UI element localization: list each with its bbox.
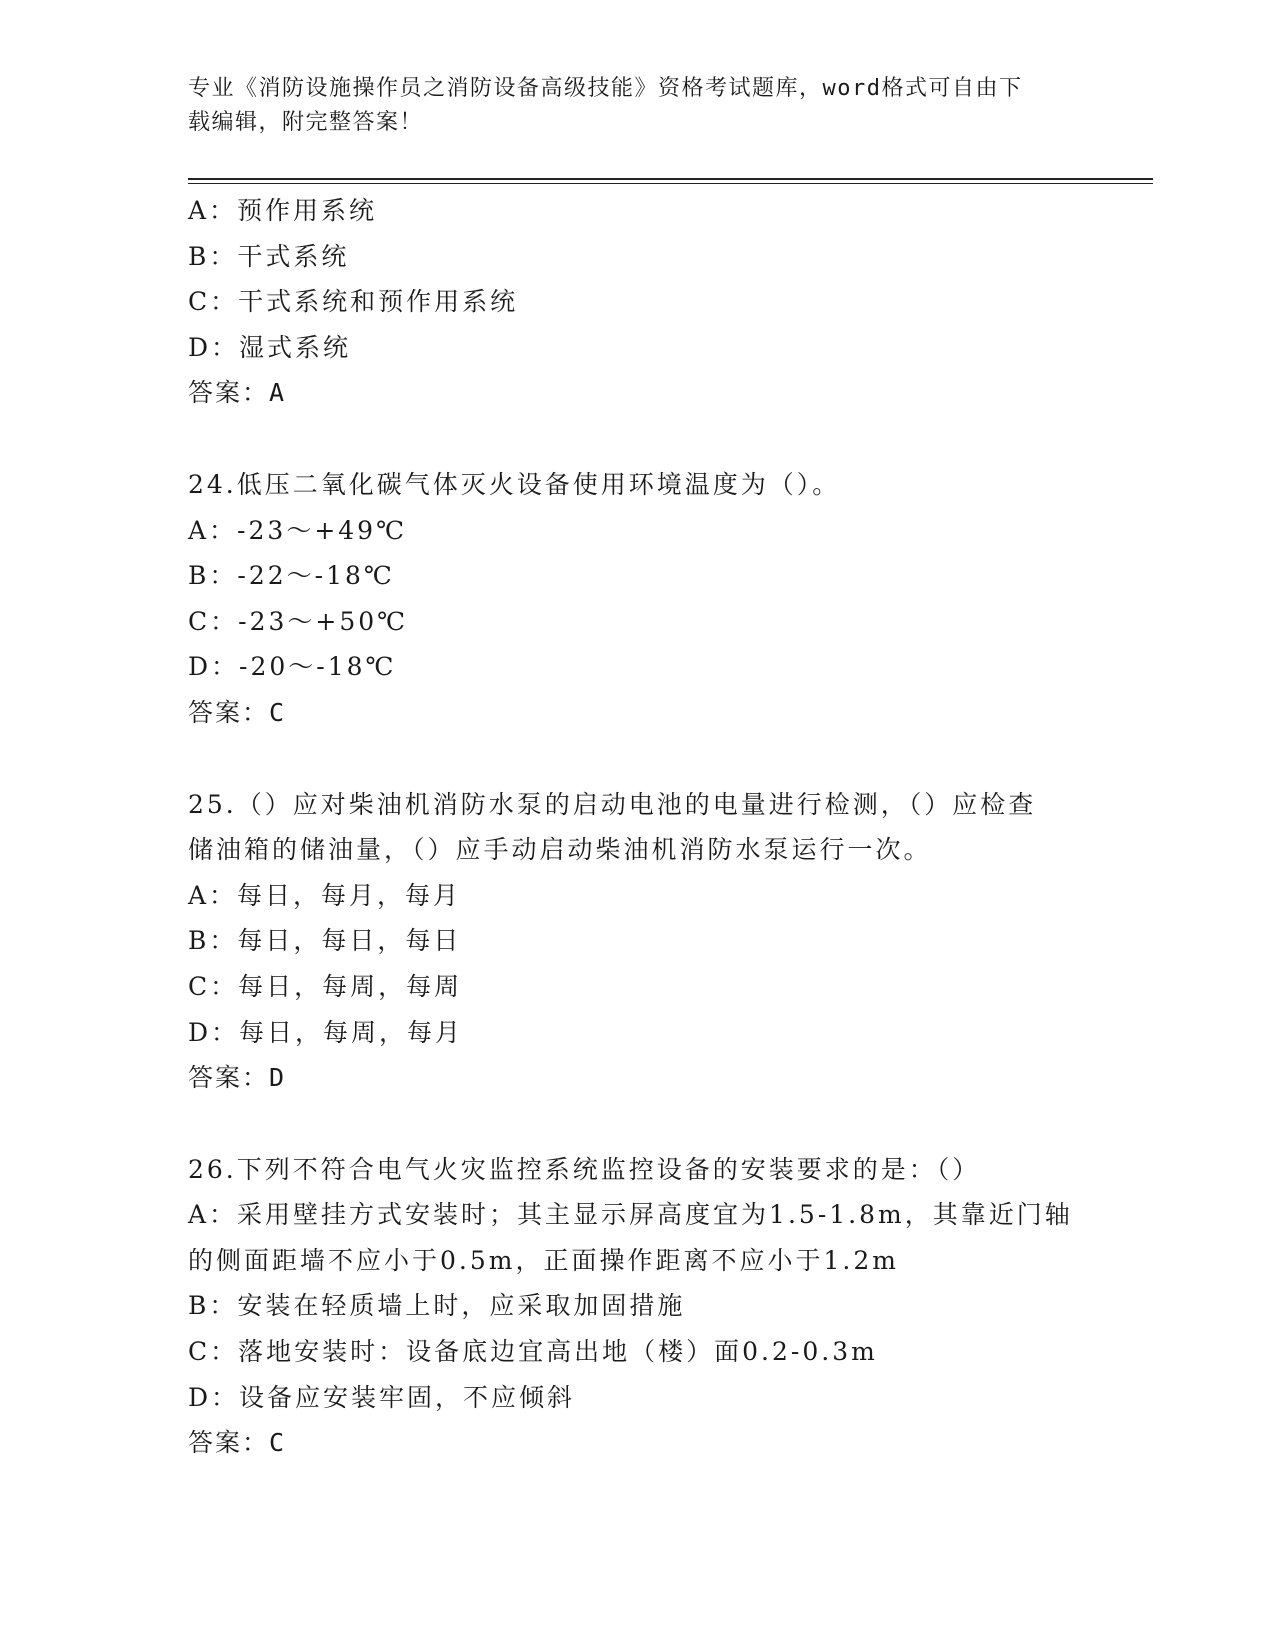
question-stem-line-2: 储油箱的储油量，（）应手动启动柴油机消防水泵运行一次。 (188, 835, 932, 865)
document-header (188, 72, 1088, 140)
header-divider-thick (188, 178, 1153, 180)
question-24 (188, 462, 1088, 736)
option-d: D：-20～-18℃ (188, 652, 397, 682)
question-stem: 26.下列不符合电气火灾监控系统监控设备的安装要求的是：（） (188, 1154, 981, 1184)
question-26 (188, 1147, 1088, 1466)
option-b: B：每日，每日，每日 (188, 926, 462, 956)
header-line-2: 载编辑，附完整答案！ (188, 110, 424, 135)
option-b: B：安装在轻质墙上时，应采取加固措施 (188, 1291, 686, 1321)
option-c: C：-23～+50℃ (188, 606, 409, 636)
option-a: A：-23～+49℃ (188, 515, 408, 545)
answer: 答案：C (188, 697, 287, 727)
option-d: D：设备应安装牢固，不应倾斜 (188, 1382, 576, 1412)
question-stem: 24.低压二氧化碳气体灭火设备使用环境温度为（）。 (188, 469, 841, 499)
answer: 答案：A (188, 378, 287, 408)
question-stem-line-1: 25.（）应对柴油机消防水泵的启动电池的电量进行检测，（）应检查 (188, 789, 1037, 819)
question-23-continued (188, 188, 1088, 416)
option-c: C：每日，每周，每周 (188, 971, 463, 1001)
option-d: D：每日，每周，每月 (188, 1017, 464, 1047)
answer: 答案：D (188, 1063, 287, 1093)
header-line-1: 专业《消防设施操作员之消防设备高级技能》资格考试题库，word格式可自由下 (188, 76, 1023, 101)
option-c: C：干式系统和预作用系统 (188, 287, 519, 317)
option-b: B：-22～-18℃ (188, 561, 395, 591)
option-c: C：落地安装时：设备底边宜高出地（楼）面0.2-0.3m (188, 1337, 878, 1367)
option-a-line-1: A：采用壁挂方式安装时；其主显示屏高度宜为1.5-1.8m，其靠近门轴 (188, 1200, 1073, 1230)
question-25 (188, 782, 1088, 1101)
option-a: A：预作用系统 (188, 196, 378, 225)
option-b: B：干式系统 (188, 241, 350, 271)
option-d: D：湿式系统 (188, 332, 352, 362)
answer: 答案：C (188, 1428, 287, 1458)
option-a: A：每日，每月，每月 (188, 880, 462, 910)
option-a-line-2: 的侧面距墙不应小于0.5m，正面操作距离不应小于1.2m (188, 1245, 899, 1275)
question-list (188, 188, 1088, 1466)
header-divider-thin (188, 183, 1153, 184)
